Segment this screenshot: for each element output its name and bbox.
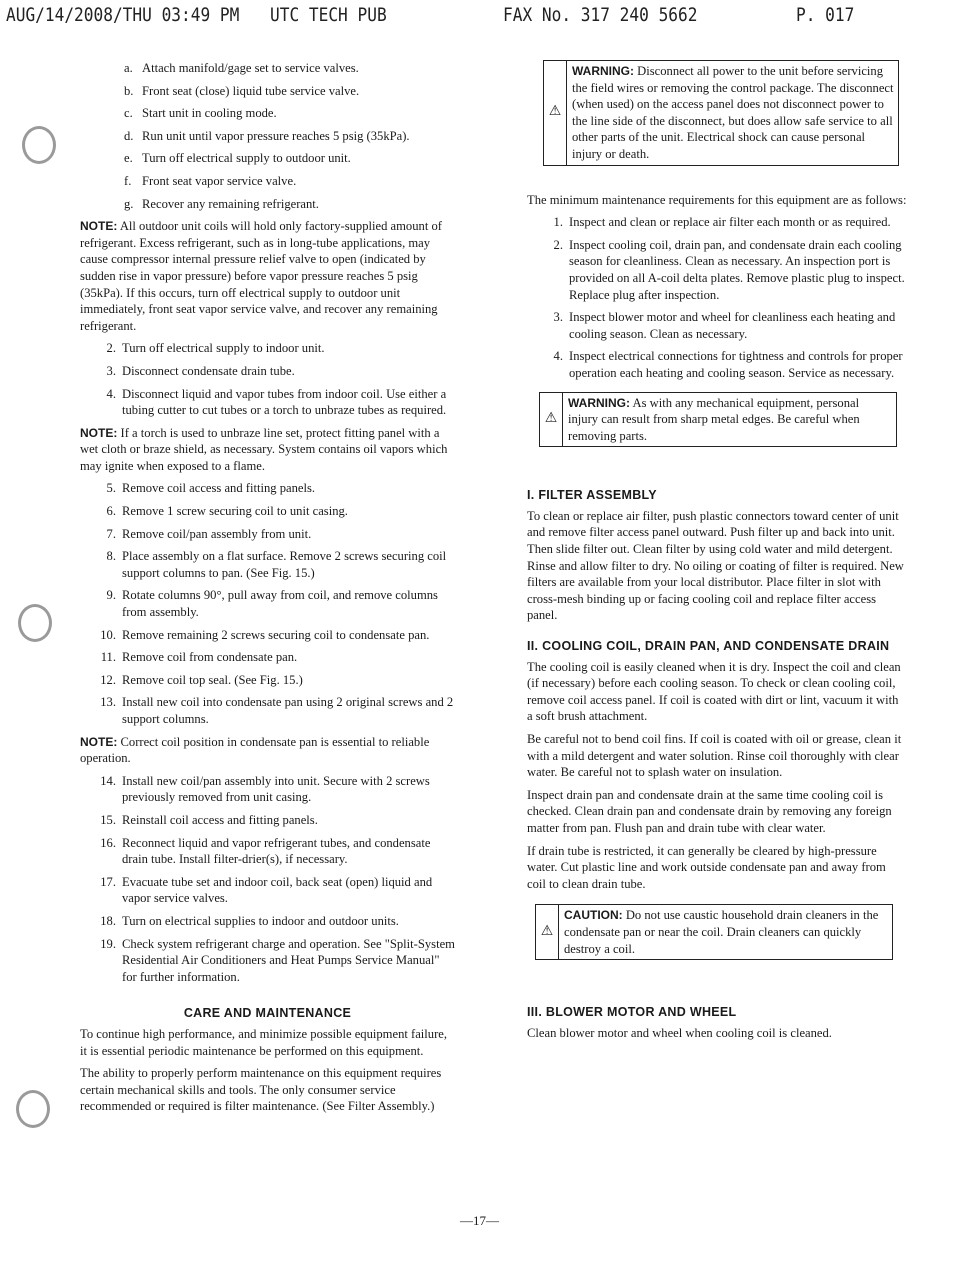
care-paragraph-2: The ability to properly perform maintenance on this equipment requires certain mechanical skills and tools. The only consumer service recommended or required is filter maintenance. (See Filter Assembly.) <box>80 1066 442 1114</box>
warning-triangle-icon: ⚠ <box>544 61 567 165</box>
removal-steps-part1 <box>80 340 455 418</box>
list-item <box>80 363 455 380</box>
item-number: f. <box>124 173 132 188</box>
item-text: Recover any remaining refrigerant. <box>142 196 319 211</box>
item-number: e. <box>124 151 133 166</box>
fax-sender: UTC TECH PUB <box>270 4 387 26</box>
list-item <box>80 386 455 419</box>
list-item <box>80 150 455 167</box>
list-item <box>80 340 455 357</box>
item-text: Disconnect liquid and vapor tubes from indoor coil. Use either a tubing cutter to cut tubes or a torch to unbraze tubes as required. <box>122 386 447 418</box>
list-item <box>527 237 907 303</box>
item-text: Start unit in cooling mode. <box>142 106 277 121</box>
item-text: Turn off electrical supply to indoor unit. <box>122 341 325 356</box>
item-text: Reinstall coil access and fitting panels. <box>122 812 318 827</box>
item-text: Inspect blower motor and wheel for cleanliness each heating and cooling season. Clean as necessary. <box>569 310 896 341</box>
item-text: Inspect electrical connections for tightness and controls for proper operation each heating and cooling season. Service as necessary. <box>569 349 903 380</box>
item-number: 18. <box>100 913 116 928</box>
item-text: Remove coil/pan assembly from unit. <box>122 526 312 541</box>
maintenance-list <box>527 214 907 381</box>
item-text: Reconnect liquid and vapor refrigerant tubes, and condensate drain tube. Install filter-drier(s), if necessary. <box>122 835 431 867</box>
note-coil-position: NOTE: Correct coil position in condensate pan is essential to reliable operation. <box>80 734 430 766</box>
list-item <box>80 913 455 930</box>
care-heading: CARE AND MAINTENANCE <box>183 1006 352 1021</box>
item-text: Remove remaining 2 screws securing coil to condensate pan. <box>122 627 430 642</box>
list-item <box>80 480 455 497</box>
item-number: 13. <box>100 695 116 710</box>
left-column <box>80 60 455 1121</box>
item-number: 4. <box>106 386 116 401</box>
item-number: 14. <box>100 773 116 788</box>
list-item <box>80 526 455 543</box>
note-torch: NOTE: If a torch is used to unbraze line set, protect fitting panel with a wet cloth or braze shield, as necessary. System contains oil vapors which may ignite when exposed to a flame. <box>80 425 448 473</box>
item-number: g. <box>124 196 134 211</box>
item-text: Evacuate tube set and indoor coil, back seat (open) liquid and vapor service valves. <box>122 874 433 906</box>
list-item <box>80 128 455 145</box>
item-text: Check system refrigerant charge and operation. See "Split-System Residential Air Conditioners and Heat Pumps Service Manual" for further information. <box>122 936 455 984</box>
note-refrigerant: NOTE: All outdoor unit coils will hold only factory-supplied amount of refrigerant. Excess refrigerant, such as in long-tube applications, may cause compressor internal pressure relief valve to open (indicated by sudden rise in vapor pressure) before vapor pressure reaches 5 psig (35kPa). If this occurs, turn off electrical supply to outdoor unit immediately, front seat vapor service valve, and recover any remaining refrigerant. <box>80 219 442 333</box>
item-number: 2. <box>106 341 116 356</box>
item-number: 10. <box>100 627 116 642</box>
list-item <box>80 812 455 829</box>
coil-heading: II. COOLING COIL, DRAIN PAN, AND CONDENSATE DRAIN <box>527 639 890 654</box>
item-text: Disconnect condensate drain tube. <box>122 363 295 378</box>
item-number: 2. <box>553 237 563 252</box>
list-item <box>80 874 455 907</box>
list-item <box>527 309 907 342</box>
list-item <box>527 348 907 381</box>
removal-steps-part2 <box>80 480 455 727</box>
list-item <box>80 83 455 100</box>
list-item <box>80 672 455 689</box>
item-number: 12. <box>100 672 116 687</box>
item-number: 17. <box>100 874 116 889</box>
reinstall-steps <box>80 773 455 986</box>
punch-hole-mark <box>18 604 52 642</box>
item-number: 1. <box>553 215 563 230</box>
item-text: Inspect cooling coil, drain pan, and condensate drain each cooling season for cleanliness. Clean as necessary. An inspection port is provided on all A-coil delta plates. Remove plastic plug to inspect. Replace plug after inspection. <box>569 237 905 302</box>
blower-paragraph: Clean blower motor and wheel when cooling coil is cleaned. <box>527 1025 832 1040</box>
recovery-steps <box>80 60 455 212</box>
punch-hole-mark <box>16 1090 50 1128</box>
item-number: 6. <box>106 504 116 519</box>
page-number: —17— <box>460 1213 499 1228</box>
list-item <box>80 627 455 644</box>
item-text: Turn on electrical supplies to indoor and outdoor units. <box>122 913 399 928</box>
filter-heading: I. FILTER ASSEMBLY <box>527 488 657 503</box>
warning-triangle-icon: ⚠ <box>540 393 563 447</box>
item-text: Run unit until vapor pressure reaches 5 psig (35kPa). <box>142 128 410 143</box>
item-text: Inspect and clean or replace air filter each month or as required. <box>569 215 891 230</box>
item-number: 19. <box>100 936 116 951</box>
item-text: Front seat (close) liquid tube service valve. <box>142 83 360 98</box>
fax-number: FAX No. 317 240 5662 <box>503 4 698 26</box>
item-text: Remove coil access and fitting panels. <box>122 481 316 496</box>
item-number: 7. <box>106 526 116 541</box>
warning-box-power: ⚠ WARNING: Disconnect all power to the unit before servicing the field wires or removing the control package. The disconnect (when used) on the access panel does not disconnect power to the line side of the disconnect, but does allow safe service to all other parts of the unit. Electrical shock can cause personal injury or death. <box>543 60 899 166</box>
punch-hole-mark <box>22 126 56 164</box>
item-number: 11. <box>100 650 116 665</box>
item-number: 3. <box>106 363 116 378</box>
item-number: 3. <box>553 310 563 325</box>
coil-paragraph-3: Inspect drain pan and condensate drain at the same time cooling coil is checked. Clean drain pan and condensate drain by removing any foreign matter from pan. Flush pan and drain tube with clear water. <box>527 787 892 835</box>
blower-heading: III. BLOWER MOTOR AND WHEEL <box>527 1005 737 1020</box>
item-number: 16. <box>100 835 116 850</box>
list-item <box>80 503 455 520</box>
list-item <box>80 196 455 213</box>
list-item <box>80 936 455 986</box>
list-item <box>80 587 455 620</box>
item-number: 4. <box>553 349 563 364</box>
item-number: 9. <box>106 588 116 603</box>
list-item <box>80 105 455 122</box>
caution-box: ⚠ CAUTION: Do not use caustic household drain cleaners in the condensate pan or near the coil. Drain cleaners can quickly destroy a coil. <box>535 904 893 960</box>
coil-paragraph-4: If drain tube is restricted, it can generally be cleared by high-pressure water. Cut plastic line and work outside condensate pan and away from coil to clean drain tube. <box>527 843 886 891</box>
item-text: Rotate columns 90°, pull away from coil, and remove columns from assembly. <box>122 588 438 620</box>
fax-page: P. 017 <box>796 4 855 26</box>
item-text: Remove coil top seal. (See Fig. 15.) <box>122 672 303 687</box>
item-text: Front seat vapor service valve. <box>142 173 297 188</box>
item-text: Remove coil from condensate pan. <box>122 650 298 665</box>
warning-box-edges: ⚠ WARNING: As with any mechanical equipment, personal injury can result from sharp metal edges. Be careful when removing parts. <box>539 392 897 448</box>
item-text: Install new coil/pan assembly into unit. Secure with 2 screws previously removed from unit casing. <box>122 773 430 805</box>
coil-paragraph-1: The cooling coil is easily cleaned when it is dry. Inspect the coil and clean (if necessary) before each cooling season. To check or clean cooling coil, remove coil access panel. If coil is coated with dirt or lint, vacuum it with a soft brush attachment. <box>527 659 901 724</box>
maintenance-intro: The minimum maintenance requirements for this equipment are as follows: <box>527 192 907 207</box>
item-number: 8. <box>106 549 116 564</box>
coil-paragraph-2: Be careful not to bend coil fins. If coil is coated with oil or grease, clean it with a mild detergent and water solution. Rinse coil thoroughly with clear water. Be careful not to splash water on insulation. <box>527 732 902 780</box>
item-number: 5. <box>106 481 116 496</box>
list-item <box>80 649 455 666</box>
item-number: c. <box>124 106 133 121</box>
care-paragraph-1: To continue high performance, and minimize possible equipment failure, it is essential periodic maintenance be performed on this equipment. <box>80 1026 448 1058</box>
list-item <box>80 835 455 868</box>
item-number: 15. <box>100 812 116 827</box>
item-number: d. <box>124 128 134 143</box>
list-item <box>80 773 455 806</box>
item-text: Attach manifold/gage set to service valves. <box>142 61 359 75</box>
item-number: b. <box>124 83 134 98</box>
list-item <box>80 60 455 77</box>
warning-triangle-icon: ⚠ <box>536 905 559 959</box>
item-number: a. <box>124 61 133 75</box>
item-text: Remove 1 screw securing coil to unit casing. <box>122 504 348 519</box>
item-text: Turn off electrical supply to outdoor unit. <box>142 151 351 166</box>
item-text: Place assembly on a flat surface. Remove 2 screws securing coil support columns to pan. (See Fig. 15.) <box>122 549 447 580</box>
filter-paragraph: To clean or replace air filter, push plastic connectors toward center of unit and remove filter access panel outward. Push filter up and back into unit. Then slide filter out. Clean filter by using cold water and mild detergent. Rinse and allow filter to dry. No oiling or coating of filter is required. New filters are available from your local distributor. Place filter in slot with cross-mesh binding up or facing cooling coil and replace filter access panel. <box>527 508 904 623</box>
list-item <box>80 548 455 581</box>
list-item <box>80 694 455 727</box>
item-text: Install new coil into condensate pan using 2 original screws and 2 support columns. <box>122 695 454 726</box>
right-column <box>527 60 907 1047</box>
list-item <box>80 173 455 190</box>
fax-date: AUG/14/2008/THU 03:49 PM <box>6 4 240 26</box>
list-item <box>527 214 907 231</box>
